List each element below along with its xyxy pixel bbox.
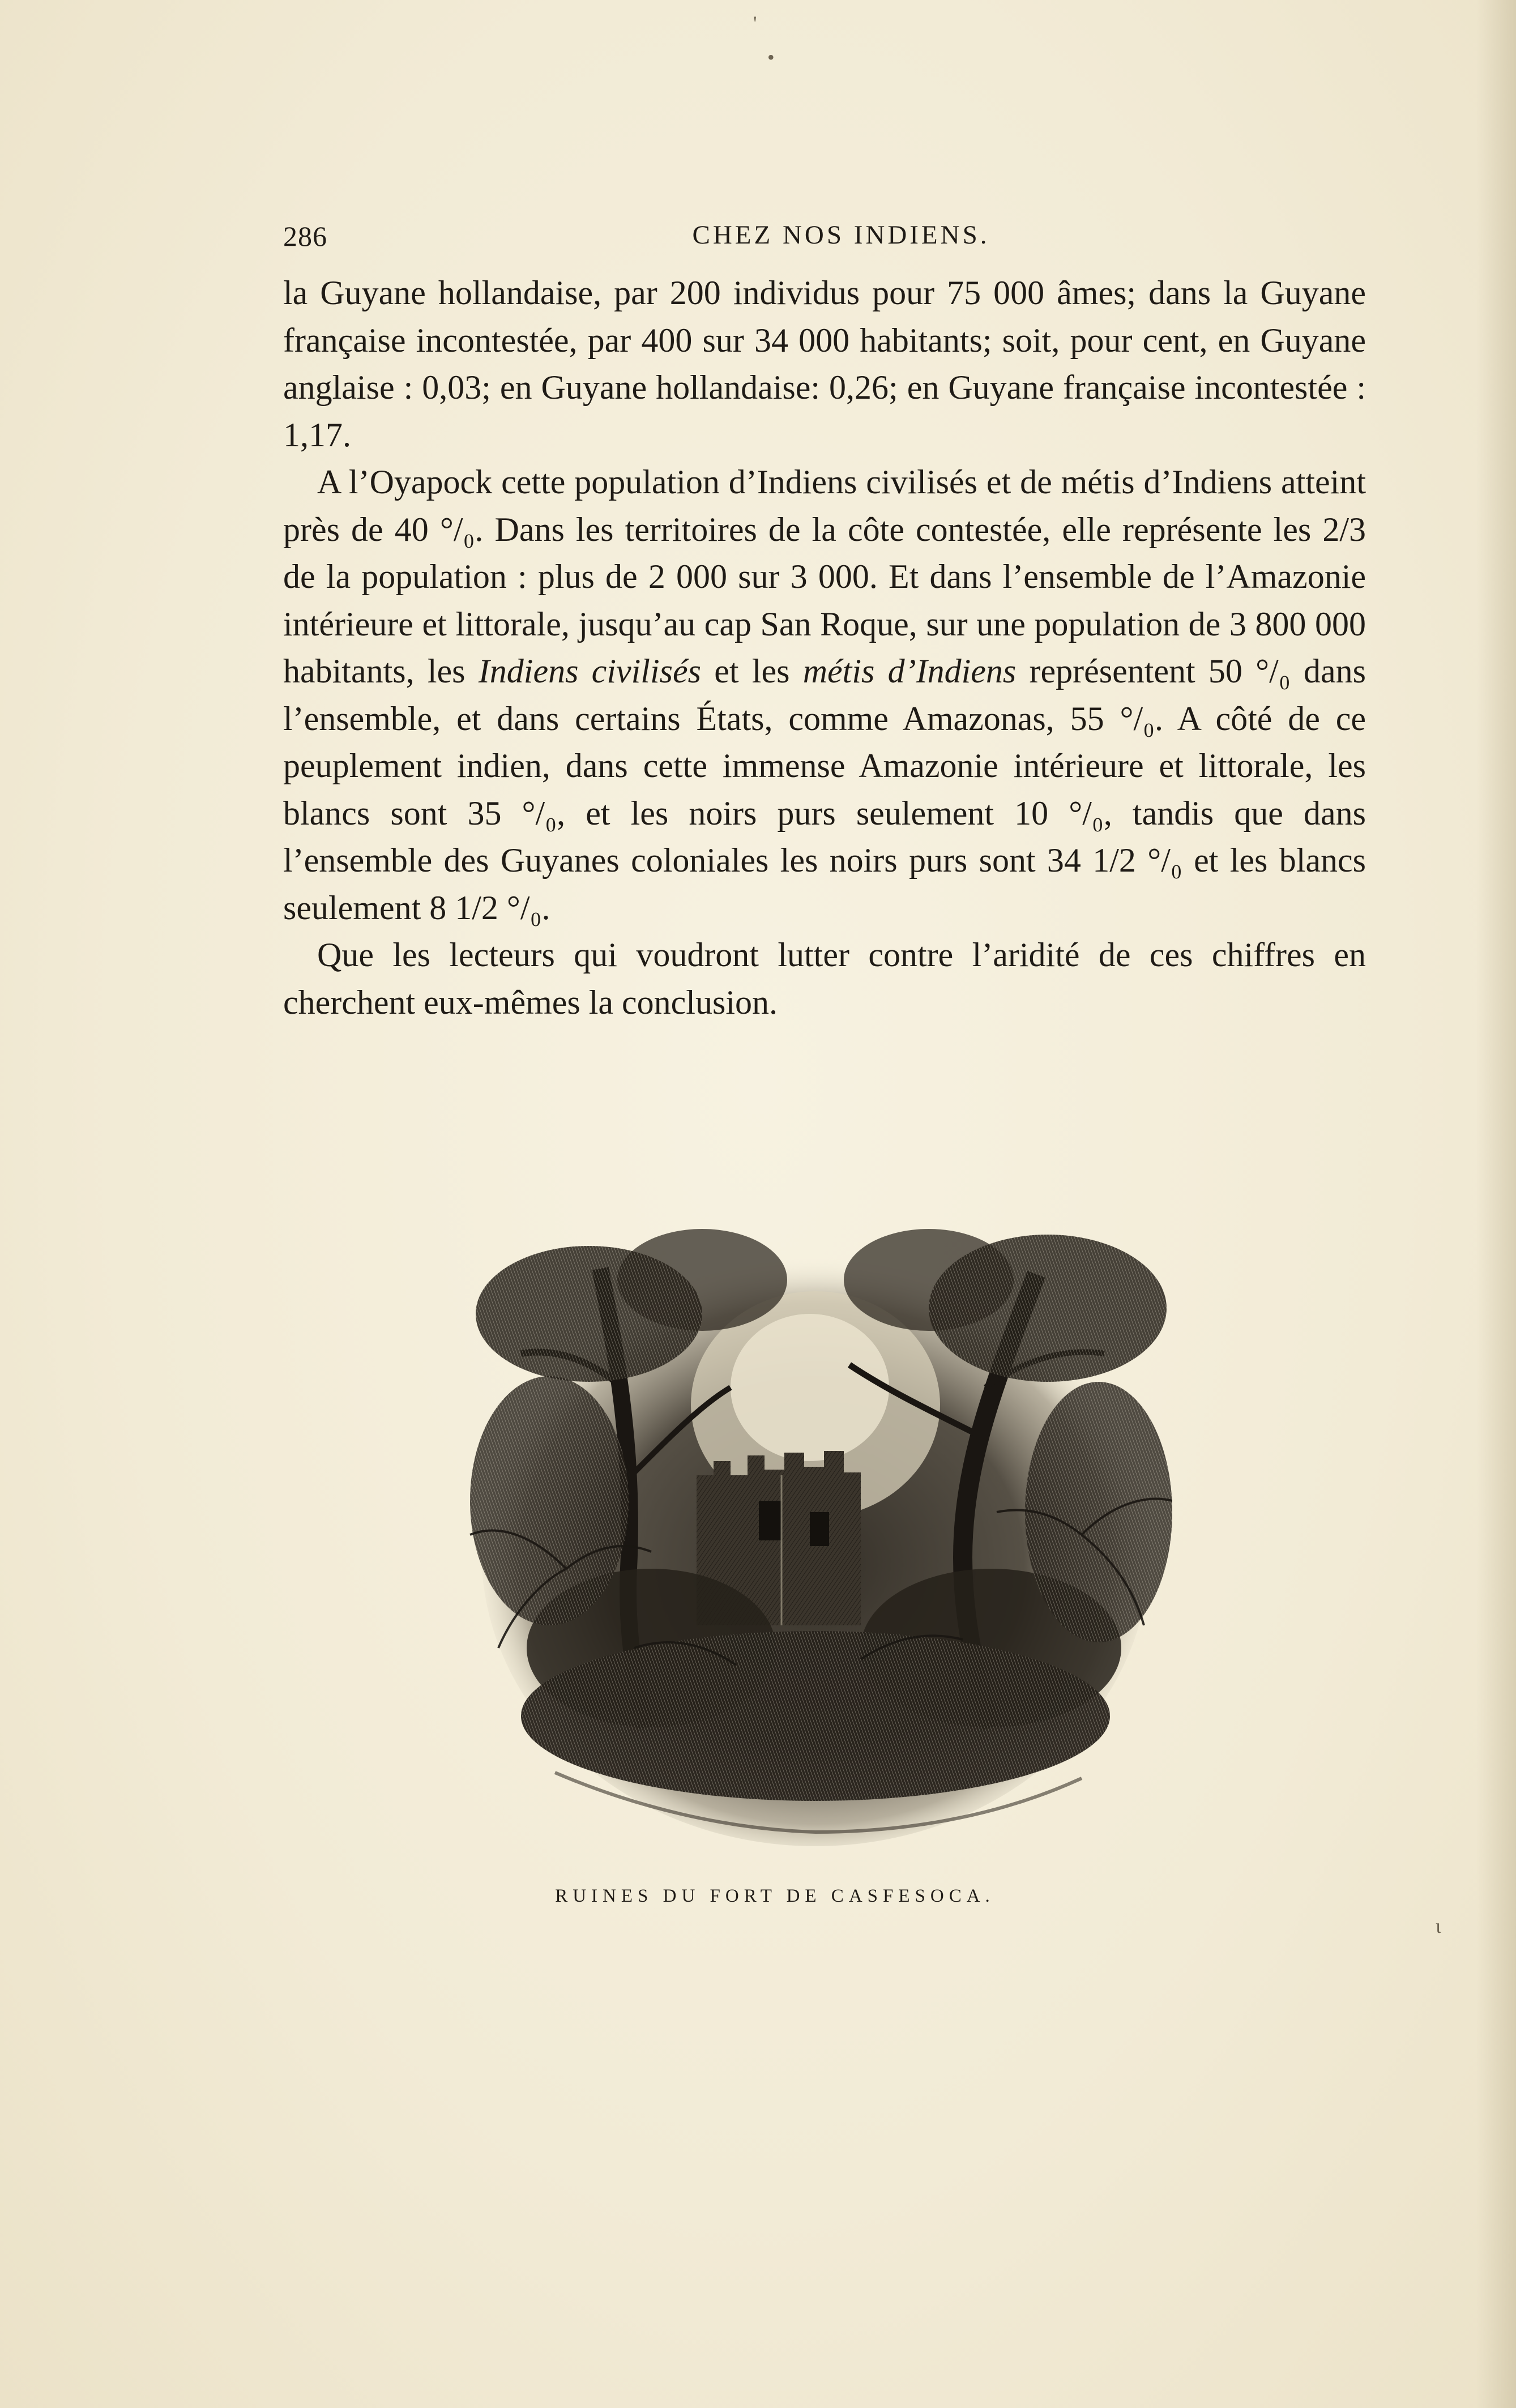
- forest-ruins-illustration: [464, 1218, 1172, 1852]
- paper-speck: •: [767, 46, 775, 69]
- paragraph: [283, 932, 1366, 1026]
- text-segment: A l’Oyapock cette population d’Indiens civilisés et de métis d’Indiens atteint près de 40 °/₀. Dans les territoires de la côte contestée, elle représente les 2/3 de la population : plus de 2 000 sur 3 000. Et dans l’ensemble de l’Amazonie intérieure et littorale, jusqu’au cap San Roque, sur une population de 3 800 000 habitants, les: [283, 463, 1366, 690]
- text-segment: Que les lecteurs qui voudront lutter contre l’aridité de ces chiffres en cherchent eux-mêmes la conclusion.: [283, 936, 1366, 1021]
- text-segment: et les: [701, 652, 803, 690]
- page-number: 286: [283, 220, 327, 252]
- text-segment: représentent 50 °/₀ dans l’ensemble, et dans certains États, comme Amazonas, 55 °/₀. A côté de ce peuplement indien, dans cette immense Amazonie intérieure et littorale, les blancs sont 35 °/₀, et les noirs purs seulement 10 °/₀, tandis que dans l’ensemble des Guyanes coloniales les noirs purs sont 34 1/2 °/₀ et les blancs seulement 8 1/2 °/₀.: [283, 652, 1366, 927]
- text-segment: la Guyane hollandaise, par 200 individus pour 75 000 âmes; dans la Guyane française incontestée, par 400 sur 34 000 habitants; soit, pour cent, en Guyane anglaise : 0,03; en Guyane hollandaise: 0,26; en Guyane française incontestée : 1,17.: [283, 274, 1366, 454]
- paper-speck: ɩ: [1436, 1915, 1441, 1937]
- paragraph: [283, 270, 1366, 459]
- page-header: [283, 220, 1365, 254]
- paragraph: [283, 459, 1366, 932]
- italic-text: Indiens civilisés: [478, 652, 701, 690]
- body-text: [283, 270, 1366, 1026]
- running-title: CHEZ NOS INDIENS.: [692, 220, 990, 250]
- page-edge-shadow: [1476, 0, 1516, 2408]
- figure-caption: RUINES DU FORT DE CASFESOCA.: [555, 1886, 995, 1906]
- paper-speck: ': [753, 12, 757, 35]
- italic-text: métis d’Indiens: [802, 652, 1017, 690]
